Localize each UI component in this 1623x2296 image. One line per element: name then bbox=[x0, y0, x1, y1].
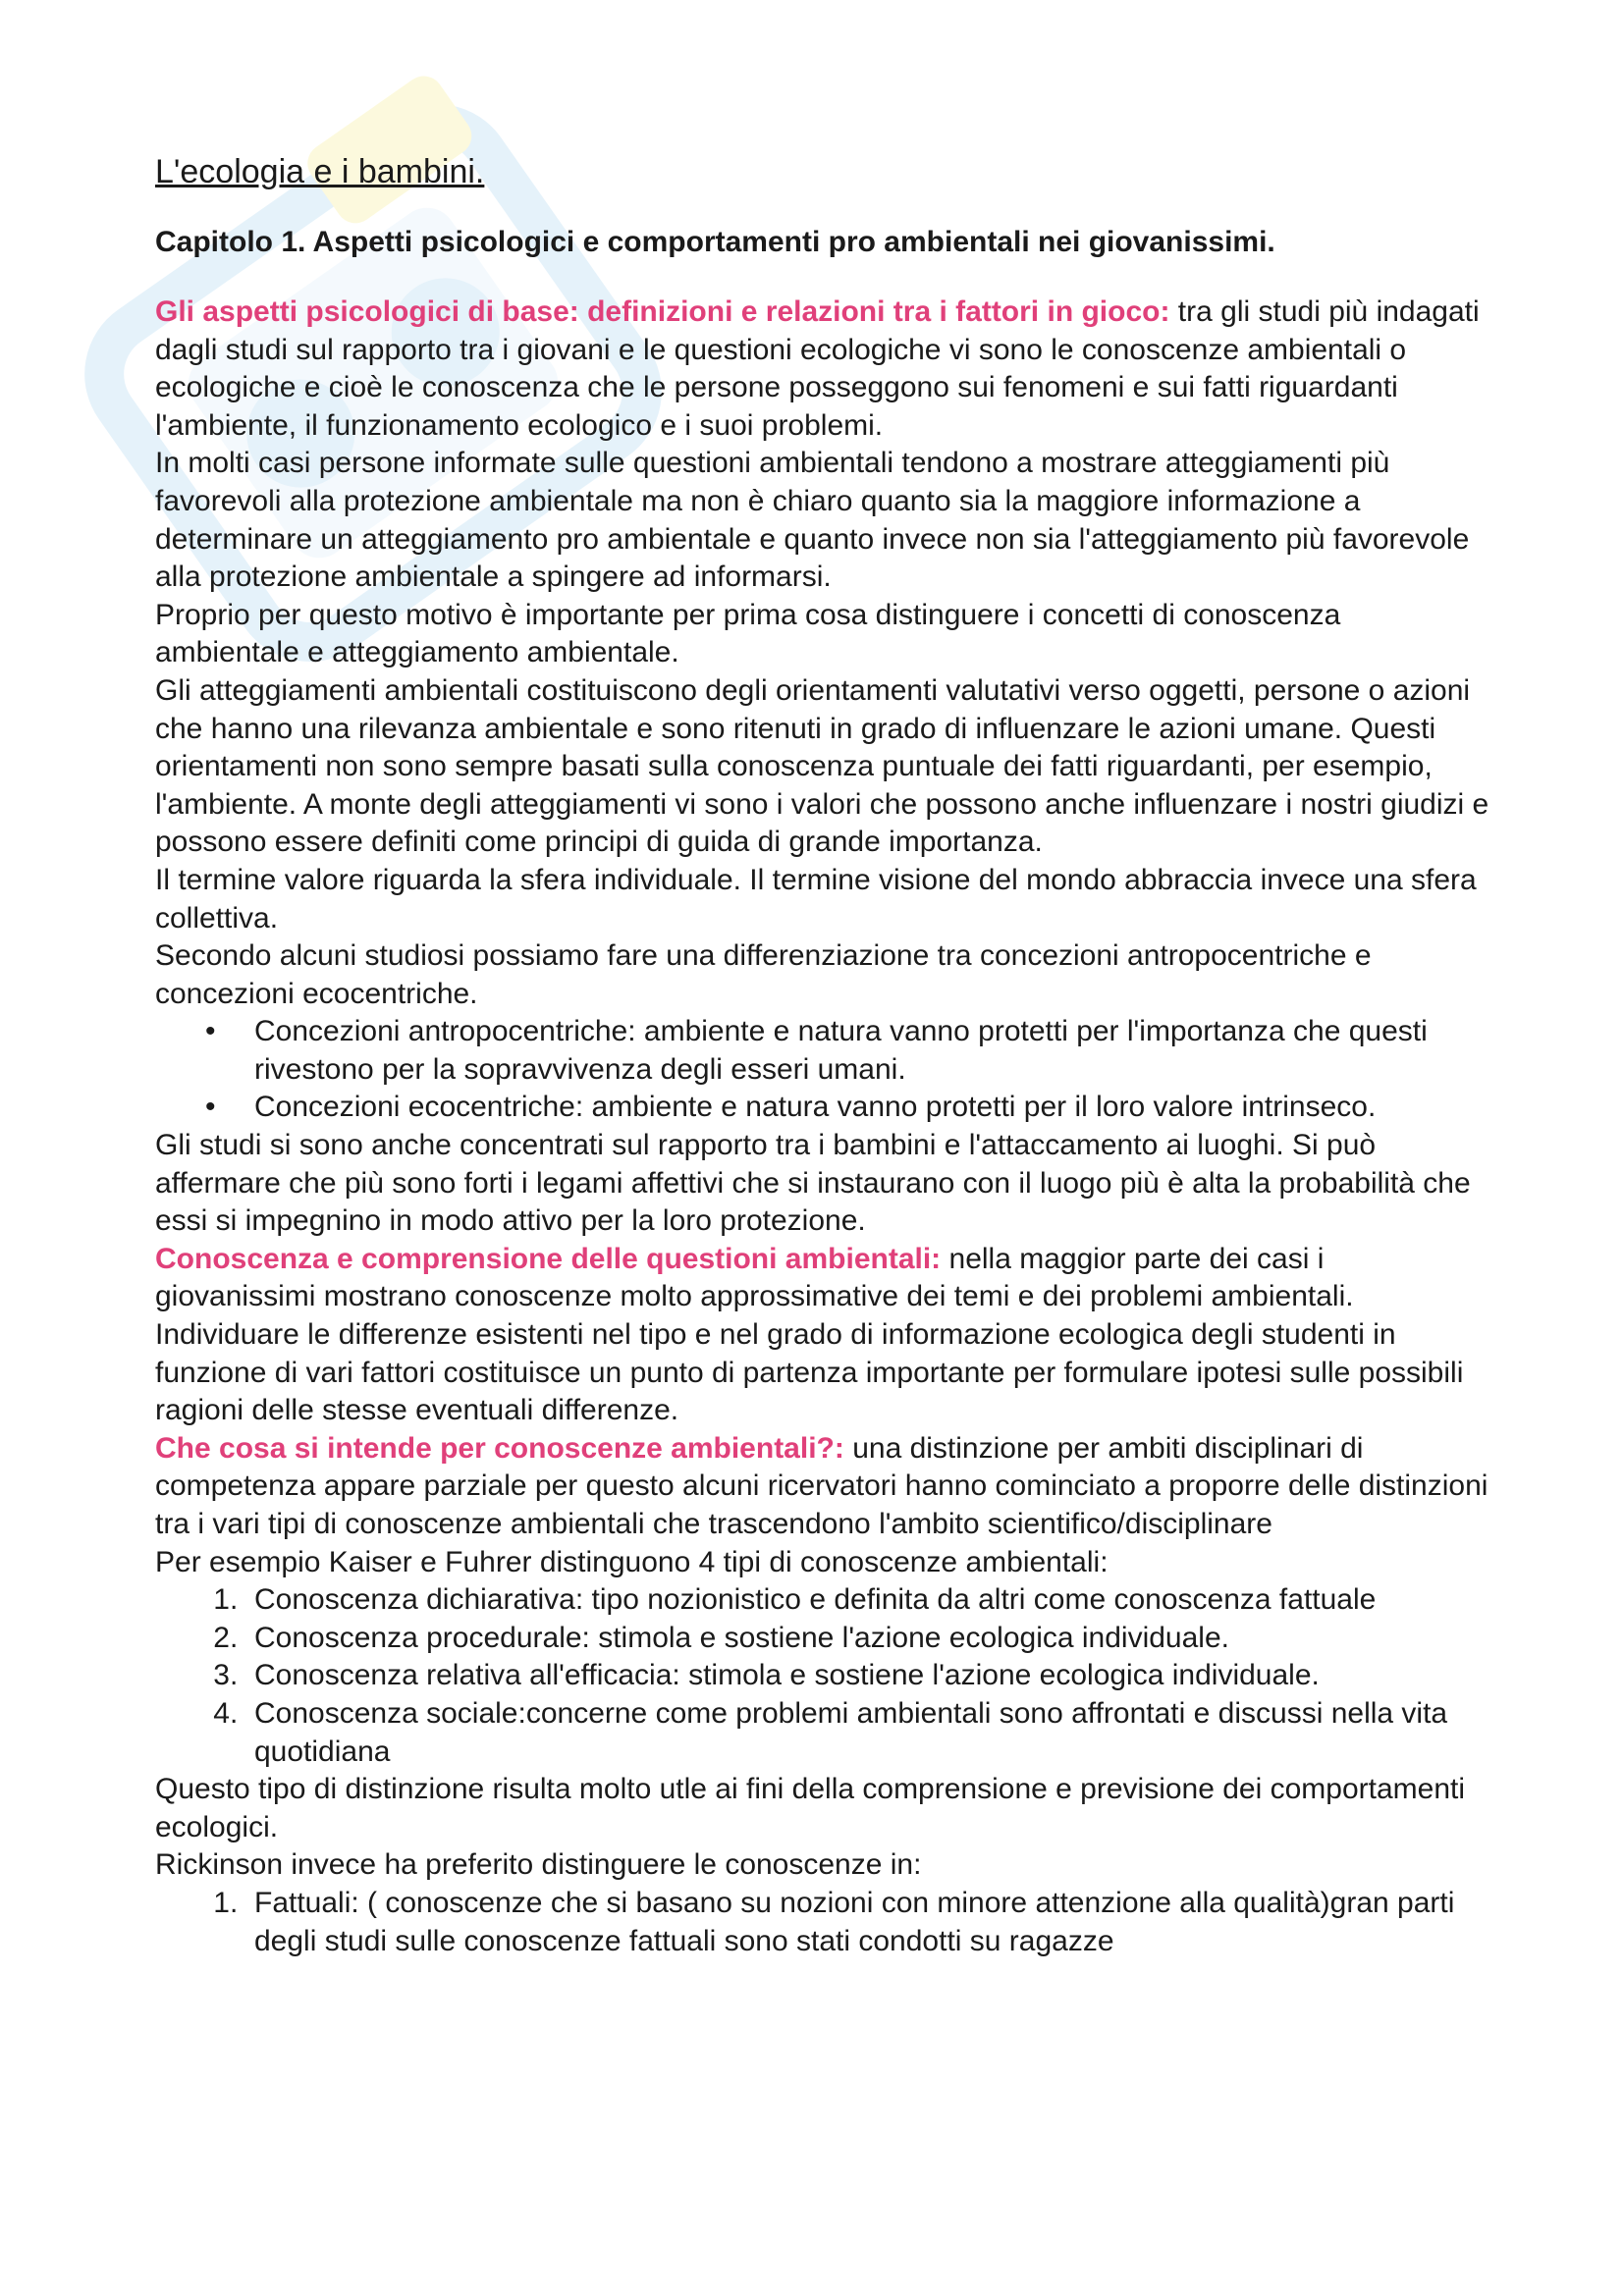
paragraph: Il termine valore riguarda la sfera individuale. Il termine visione del mondo abbraccia invece una sfera collettiva. bbox=[155, 863, 1477, 934]
paragraph: Gli atteggiamenti ambientali costituiscono degli orientamenti valutativi verso oggetti, persone o azioni che hanno una rilevanza ambientale e sono ritenuti in grado di influenzare le azioni umane. Questi orientamenti non sono sempre basati sulla conoscenza puntuale dei fatti riguardanti, per esempio, l'ambiente. A monte degli atteggiamenti vi sono i valori che possono anche influenzare i nostri giudizi e possono essere definiti come principi di guida di grande importanza. bbox=[155, 673, 1489, 859]
paragraph: In molti casi persone informate sulle questioni ambientali tendono a mostrare atteggiamenti più favorevoli alla protezione ambientale ma non è chiaro quanto sia la maggiore informazione a determinare un atteggiamento pro ambientale e quanto invece non sia l'atteggiamento più favorevole alla protezione ambientale a spingere ad informarsi. bbox=[155, 447, 1470, 594]
list-item: 1. Fattuali: ( conoscenze che si basano su nozioni con minore attenzione alla qualità)gran parti degli studi sulle conoscenze fattuali sono stati condotti su ragazze bbox=[254, 1885, 1490, 1960]
document-page bbox=[155, 152, 1490, 1960]
numbered-list bbox=[155, 1581, 1490, 1771]
chapter-heading: Capitolo 1. Aspetti psicologici e comportamenti pro ambientali nei giovanissimi. bbox=[155, 226, 1275, 258]
bullet-list bbox=[155, 1013, 1490, 1127]
paragraph: Rickinson invece ha preferito distinguere le conoscenze in: bbox=[155, 1848, 922, 1882]
section-basic-aspects bbox=[155, 294, 1490, 445]
list-item: 3. Conoscenza relativa all'efficacia: stimola e sostiene l'azione ecologica individuale. bbox=[254, 1657, 1490, 1695]
section-environmental-knowledge bbox=[155, 1430, 1490, 1544]
section-text: una distinzione per ambiti disciplinari di competenza appare parziale per questo alcuni ricervatori hanno cominciato a proporre delle distinzioni tra i vari tipi di conoscenze ambientali che trascendono l'ambito scientifico/disciplinare bbox=[155, 1431, 1488, 1540]
numbered-list bbox=[155, 1885, 1490, 1960]
section-heading: Gli aspetti psicologici di base: definizioni e relazioni tra i fattori in gioco: bbox=[155, 295, 1170, 328]
section-knowledge-understanding bbox=[155, 1241, 1490, 1430]
paragraph: Questo tipo di distinzione risulta molto utle ai fini della comprensione e previsione dei comportamenti ecologici. bbox=[155, 1773, 1466, 1843]
document-title: L'ecologia e i bambini. bbox=[155, 153, 485, 190]
list-item: 2. Conoscenza procedurale: stimola e sostiene l'azione ecologica individuale. bbox=[254, 1620, 1490, 1658]
list-item: 4. Conoscenza sociale:concerne come problemi ambientali sono affrontati e discussi nella vita quotidiana bbox=[254, 1695, 1490, 1771]
list-item: • Concezioni antropocentriche: ambiente e natura vanno protetti per l'importanza che questi rivestono per la sopravvivenza degli esseri umani. bbox=[254, 1013, 1490, 1089]
section-heading: Conoscenza e comprensione delle questioni ambientali: bbox=[155, 1242, 942, 1275]
list-item: 1. Conoscenza dichiarativa: tipo nozionistico e definita da altri come conoscenza fattuale bbox=[254, 1581, 1490, 1620]
paragraph: Proprio per questo motivo è importante per prima cosa distinguere i concetti di conoscenza ambientale e atteggiamento ambientale. bbox=[155, 598, 1341, 669]
paragraph: Gli studi si sono anche concentrati sul rapporto tra i bambini e l'attaccamento ai luoghi. Si può affermare che più sono forti i legami affettivi che si instaurano con il luogo più è alta la probabilità che essi si impegnino in modo attivo per la loro protezione. bbox=[155, 1129, 1471, 1238]
paragraph: Per esempio Kaiser e Fuhrer distinguono 4 tipi di conoscenze ambientali: bbox=[155, 1545, 1109, 1578]
section-text: nella maggior parte dei casi i giovanissimi mostrano conoscenze molto approssimative dei temi e dei problemi ambientali. Individuare le differenze esistenti nel tipo e nel grado di informazione ecologica degli studenti in funzione di vari fattori costituisce un punto di partenza importante per formulare ipotesi sulle possibili ragioni delle stesse eventuali differenze. bbox=[155, 1242, 1464, 1427]
paragraph: Secondo alcuni studiosi possiamo fare una differenziazione tra concezioni antropocentriche e concezioni ecocentriche. bbox=[155, 939, 1372, 1010]
section-heading: Che cosa si intende per conoscenze ambientali?: bbox=[155, 1431, 844, 1465]
section-text: tra gli studi più indagati dagli studi sul rapporto tra i giovani e le questioni ecologiche vi sono le conoscenze ambientali o ecologiche e cioè le conoscenza che le persone posseggono sui fenomeni e sui fatti riguardanti l'ambiente, il funzionamento ecologico e i suoi problemi. bbox=[155, 295, 1480, 442]
list-item: • Concezioni ecocentriche: ambiente e natura vanno protetti per il loro valore intrinseco. bbox=[254, 1089, 1490, 1127]
